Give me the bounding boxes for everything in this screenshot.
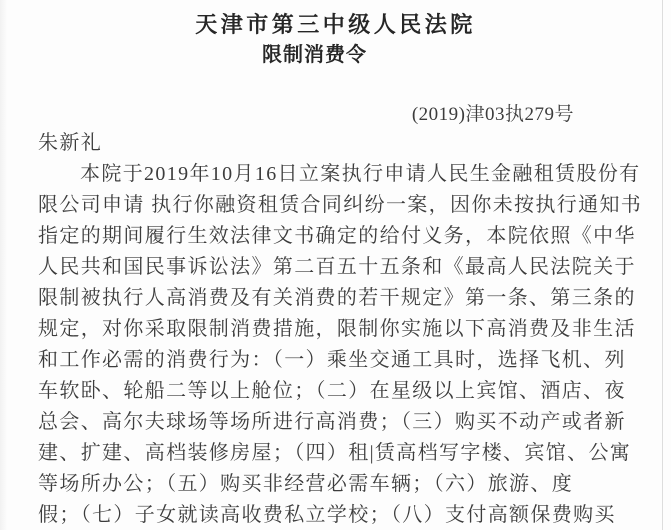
body-line: 等场所办公；（五）购买非经营必需车辆；（六）旅游、度 (38, 473, 574, 495)
body-line: 假；（七）子女就读高收费私立学校；（八）支付高额保费购买 (38, 504, 616, 526)
addressee: 朱新礼 (38, 132, 103, 154)
body-paragraph (38, 128, 643, 530)
body-line: 车软卧、轮船二等以上舱位；（二）在星级以上宾馆、酒店、夜 (38, 380, 626, 402)
left-edge-shade (0, 0, 7, 530)
body-line: 建、扩建、高档装修房屋；（四）租|赁高档写字楼、宾馆、公寓 (38, 442, 632, 464)
body-line: 和工作必需的消费行为：（一）乘坐交通工具时，选择飞机、列 (38, 349, 626, 371)
court-name: 天津市第三中级人民法院 (195, 12, 476, 37)
case-number: (2019)津03执279号 (411, 104, 574, 125)
body-line: 限制被执行人高消费及有关消费的若干规定》第一条、第三条的 (38, 287, 636, 309)
body-line: 总会、高尔夫球场等场所进行高消费；（三）购买不动产或者新 (38, 411, 626, 433)
body-line: 规定，对你采取限制消费措施，限制你实施以下高消费及非生活 (38, 318, 636, 340)
document-title: 限制消费令 (262, 44, 367, 66)
body-line: 本院于2019年10月16日立案执行申请人民生金融租赁股份有 (80, 163, 641, 185)
right-edge-line (662, 0, 663, 530)
body-line: 指定的期间履行生效法律文书确定的给付义务，本院依照《中华 (38, 225, 636, 247)
body-line: 限公司申请 执行你融资租赁合同纠纷一案，因你未按执行通知书 (38, 194, 643, 216)
body-line: 人民共和国民事诉讼法》第二百五十五条和《最高人民法院关于 (38, 256, 636, 278)
